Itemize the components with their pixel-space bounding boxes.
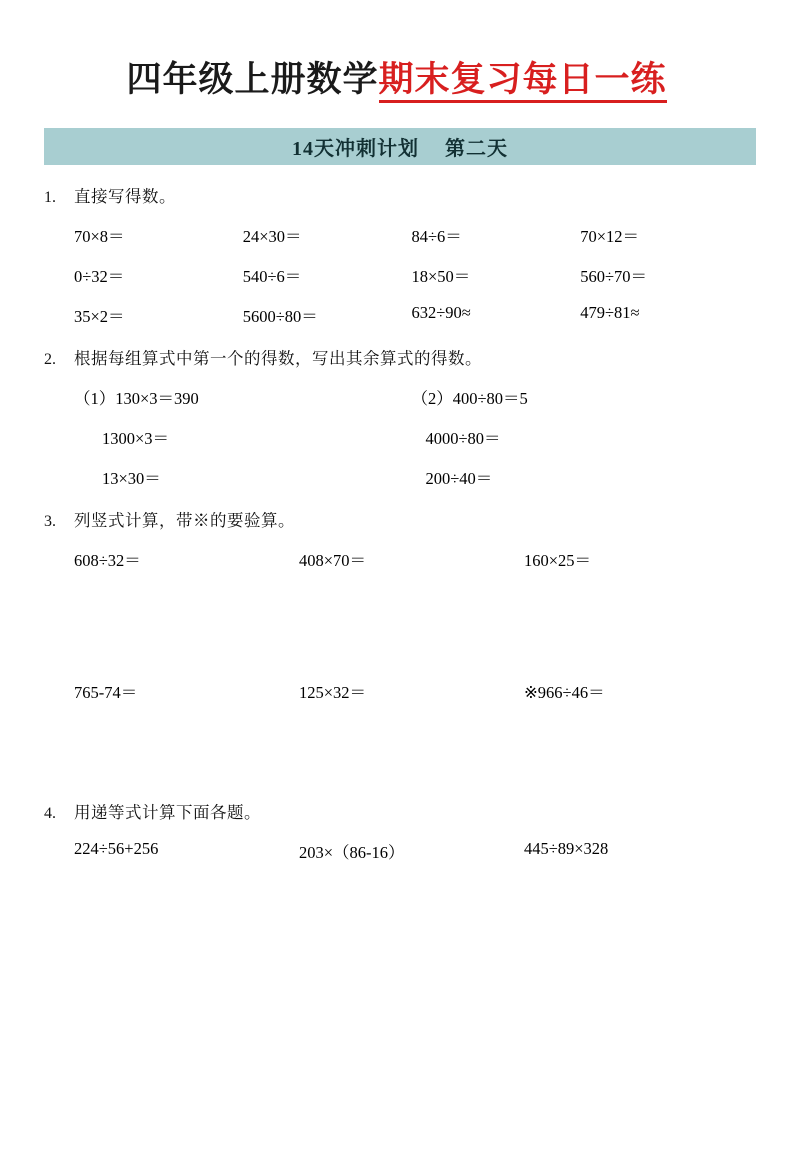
question-2-text: 根据每组算式中第一个的得数，写出其余算式的得数。: [74, 349, 482, 368]
problem-item: 5600÷80＝: [242, 307, 318, 326]
page-title-red: 期末复习每日一练: [379, 60, 667, 103]
question-1-number: 1.: [44, 189, 56, 206]
question-2-heading: [44, 345, 749, 369]
question-3-number: 3.: [44, 513, 56, 530]
page-title: [44, 52, 749, 102]
question-1: [44, 183, 749, 327]
banner-day-label: 第二天: [445, 138, 508, 160]
question-1-row: [44, 263, 749, 287]
page-title-black: 四年级上册数学: [126, 60, 379, 99]
question-1-heading: [44, 183, 749, 207]
question-4-heading: [44, 799, 749, 823]
plan-banner: [44, 128, 756, 165]
question-2-row: [44, 385, 749, 409]
problem-item: （1）130×3＝390: [74, 389, 199, 408]
problem-item: 200÷40＝: [425, 469, 493, 488]
problem-item: 0÷32＝: [74, 267, 125, 286]
question-1-text: 直接写得数。: [74, 187, 176, 206]
banner-plan-label: 14天冲刺计划: [292, 138, 419, 160]
question-2-number: 2.: [44, 351, 56, 368]
question-2-row: [44, 465, 749, 489]
question-4-number: 4.: [44, 805, 56, 822]
problem-item: 203×（86-16）: [298, 843, 405, 862]
work-space: [44, 703, 749, 781]
problem-item: 18×50＝: [411, 267, 471, 286]
problem-item: 632÷90≈: [411, 303, 471, 322]
question-3-heading: [44, 507, 749, 531]
problem-item: 540÷6＝: [242, 267, 302, 286]
work-space: [44, 571, 749, 663]
problem-item: 84÷6＝: [411, 227, 462, 246]
problem-item: （2）400÷80＝5: [411, 389, 528, 408]
problem-item: 24×30＝: [242, 227, 302, 246]
question-3-row: [44, 679, 749, 703]
problem-item: ※966÷46＝: [523, 683, 605, 702]
question-3-text: 列竖式计算，带※的要验算。: [74, 511, 295, 530]
problem-item: 1300×3＝: [102, 429, 170, 448]
question-2-row: [44, 425, 749, 449]
question-4-row: [44, 839, 749, 863]
question-3-row: [44, 547, 749, 571]
problem-item: 224÷56+256: [74, 839, 159, 858]
worksheet-page: [0, 52, 793, 1174]
problem-item: 70×12＝: [580, 227, 640, 246]
problem-item: 70×8＝: [74, 227, 125, 246]
question-1-row: [44, 223, 749, 247]
problem-item: 765-74＝: [74, 683, 138, 702]
problem-item: 160×25＝: [523, 551, 591, 570]
problem-item: 125×32＝: [298, 683, 367, 702]
question-1-row: [44, 303, 749, 327]
problem-item: 479÷81≈: [580, 303, 640, 322]
problem-item: 408×70＝: [298, 551, 367, 570]
problem-item: 35×2＝: [74, 307, 125, 326]
problem-item: 608÷32＝: [74, 551, 141, 570]
question-4-text: 用递等式计算下面各题。: [74, 803, 261, 822]
problem-item: 4000÷80＝: [425, 429, 501, 448]
problem-item: 445÷89×328: [523, 839, 609, 858]
question-4: [44, 799, 749, 863]
problem-item: 560÷70＝: [580, 267, 648, 286]
question-3: [44, 507, 749, 703]
problem-item: 13×30＝: [102, 469, 161, 488]
question-2: [44, 345, 749, 489]
